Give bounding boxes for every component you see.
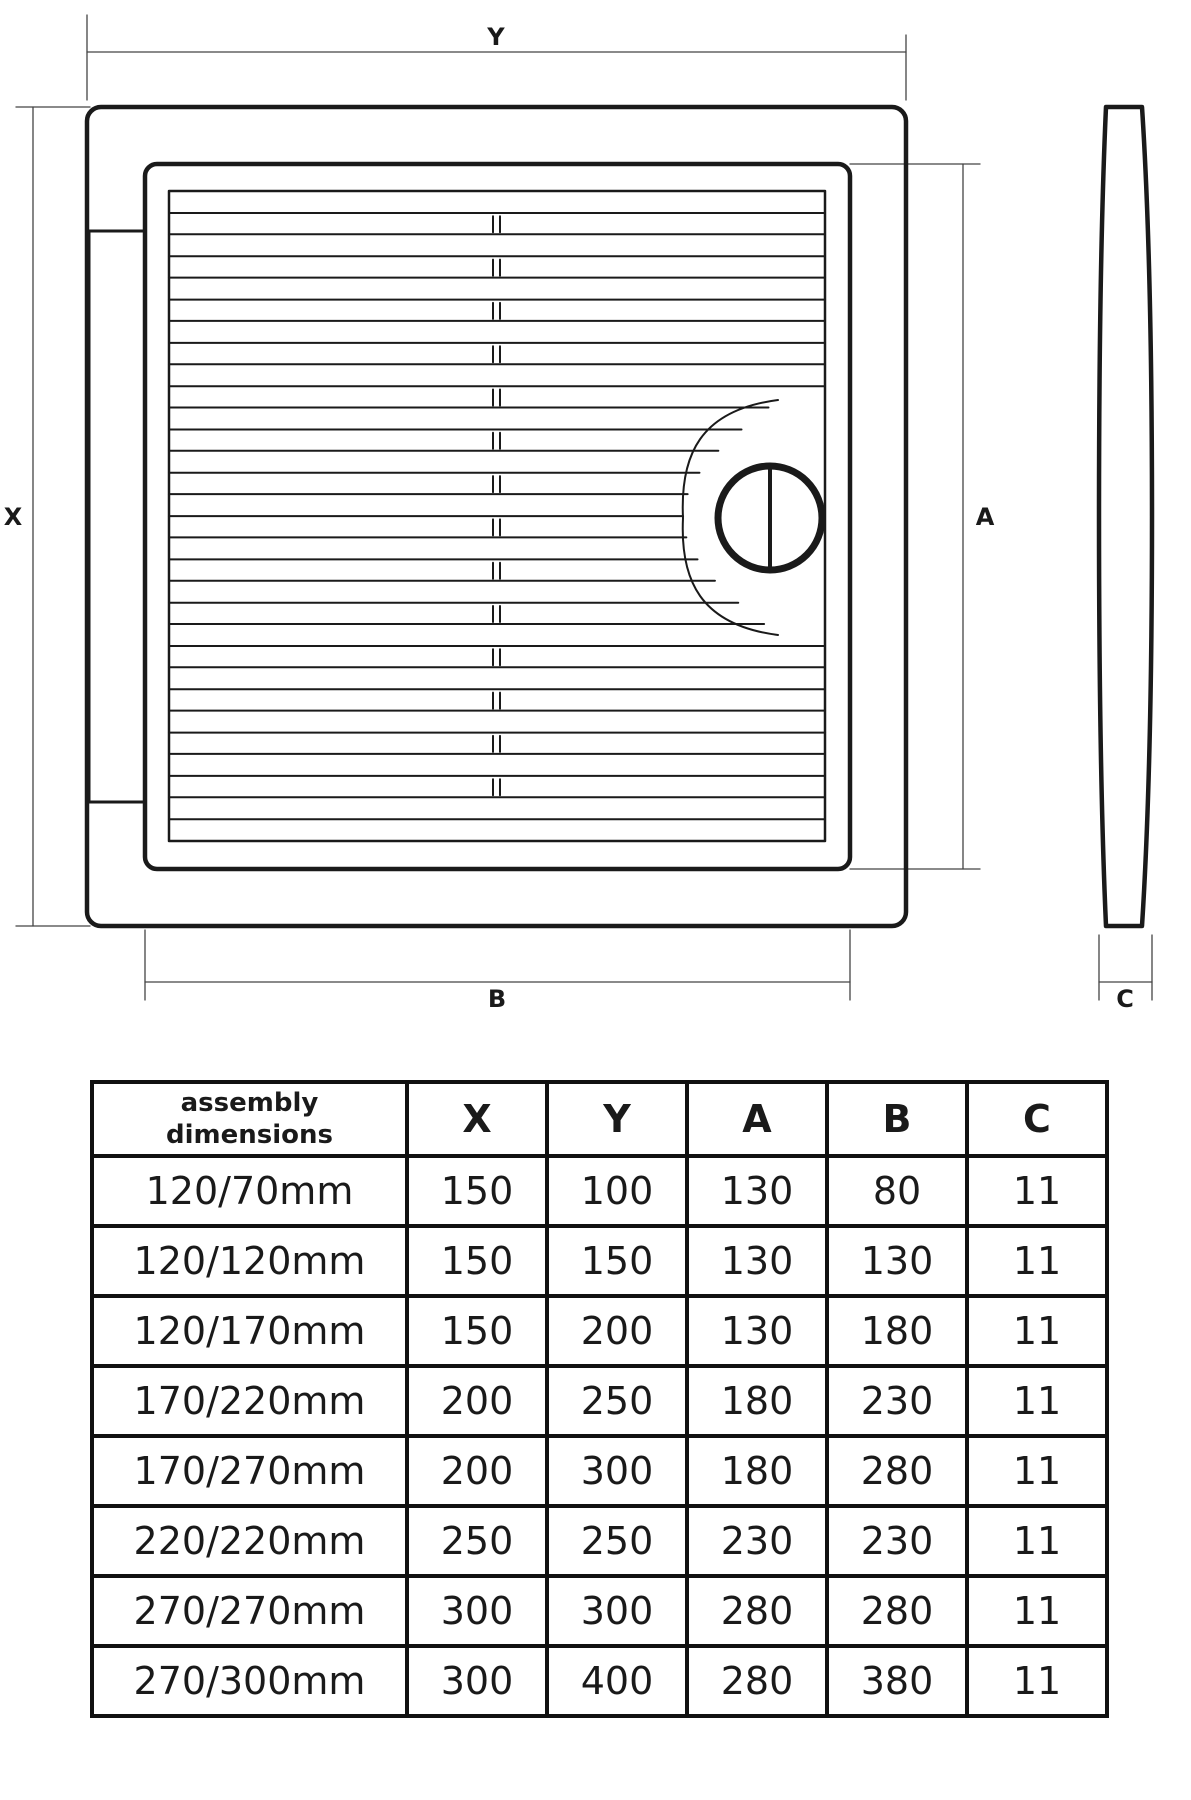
- cell-assembly: 270/270mm: [92, 1576, 407, 1646]
- cell-b: 280: [827, 1436, 967, 1506]
- cell-c: 11: [967, 1646, 1107, 1716]
- label-b: B: [487, 985, 507, 1013]
- cell-b: 380: [827, 1646, 967, 1716]
- cell-x: 150: [407, 1296, 547, 1366]
- table-header-row: [92, 1082, 1107, 1156]
- cell-a: 130: [687, 1226, 827, 1296]
- cell-assembly: 120/70mm: [92, 1156, 407, 1226]
- cell-x: 200: [407, 1366, 547, 1436]
- cell-c: 11: [967, 1576, 1107, 1646]
- cell-a: 180: [687, 1436, 827, 1506]
- cell-y: 250: [547, 1506, 687, 1576]
- header-b: B: [827, 1082, 967, 1156]
- cell-a: 280: [687, 1646, 827, 1716]
- cell-y: 200: [547, 1296, 687, 1366]
- cell-x: 300: [407, 1646, 547, 1716]
- cell-assembly: 120/120mm: [92, 1226, 407, 1296]
- header-y: Y: [547, 1082, 687, 1156]
- table-row: [92, 1366, 1107, 1436]
- cell-a: 130: [687, 1156, 827, 1226]
- cell-c: 11: [967, 1366, 1107, 1436]
- cell-c: 11: [967, 1436, 1107, 1506]
- header-c: C: [967, 1082, 1107, 1156]
- table-row: [92, 1226, 1107, 1296]
- cell-assembly: 170/270mm: [92, 1436, 407, 1506]
- cell-y: 100: [547, 1156, 687, 1226]
- cell-c: 11: [967, 1506, 1107, 1576]
- side-profile: [1099, 107, 1152, 926]
- cell-b: 130: [827, 1226, 967, 1296]
- cell-y: 150: [547, 1226, 687, 1296]
- cell-x: 300: [407, 1576, 547, 1646]
- table-row: [92, 1576, 1107, 1646]
- cell-c: 11: [967, 1226, 1107, 1296]
- cell-a: 230: [687, 1506, 827, 1576]
- table-row: [92, 1156, 1107, 1226]
- cell-b: 180: [827, 1296, 967, 1366]
- cell-b: 280: [827, 1576, 967, 1646]
- cell-x: 150: [407, 1226, 547, 1296]
- cell-y: 250: [547, 1366, 687, 1436]
- table-row: [92, 1506, 1107, 1576]
- cell-assembly: 120/170mm: [92, 1296, 407, 1366]
- cell-assembly: 220/220mm: [92, 1506, 407, 1576]
- header-line-1: assembly: [180, 1088, 319, 1118]
- dimensions-table-container: [90, 1080, 1105, 1718]
- cell-assembly: 170/220mm: [92, 1366, 407, 1436]
- header-assembly-dimensions: [92, 1082, 407, 1156]
- louvre-slats: [169, 191, 825, 819]
- cell-x: 250: [407, 1506, 547, 1576]
- cell-assembly: 270/300mm: [92, 1646, 407, 1716]
- dimensions-table: [90, 1080, 1109, 1718]
- table-row: [92, 1436, 1107, 1506]
- cell-c: 11: [967, 1296, 1107, 1366]
- hinges: [87, 231, 145, 802]
- cell-c: 11: [967, 1156, 1107, 1226]
- header-x: X: [407, 1082, 547, 1156]
- label-a: A: [975, 503, 995, 531]
- cell-b: 230: [827, 1506, 967, 1576]
- label-c: C: [1116, 985, 1134, 1013]
- header-line-2: dimensions: [166, 1120, 333, 1150]
- label-x: X: [3, 503, 23, 531]
- header-a: A: [687, 1082, 827, 1156]
- label-y: Y: [487, 23, 505, 51]
- table-row: [92, 1646, 1107, 1716]
- cell-b: 80: [827, 1156, 967, 1226]
- cell-a: 130: [687, 1296, 827, 1366]
- cell-x: 150: [407, 1156, 547, 1226]
- knob-recess: [683, 400, 778, 635]
- cell-y: 400: [547, 1646, 687, 1716]
- cell-y: 300: [547, 1576, 687, 1646]
- table-row: [92, 1296, 1107, 1366]
- cell-b: 230: [827, 1366, 967, 1436]
- cell-a: 180: [687, 1366, 827, 1436]
- cell-x: 200: [407, 1436, 547, 1506]
- cell-a: 280: [687, 1576, 827, 1646]
- cell-y: 300: [547, 1436, 687, 1506]
